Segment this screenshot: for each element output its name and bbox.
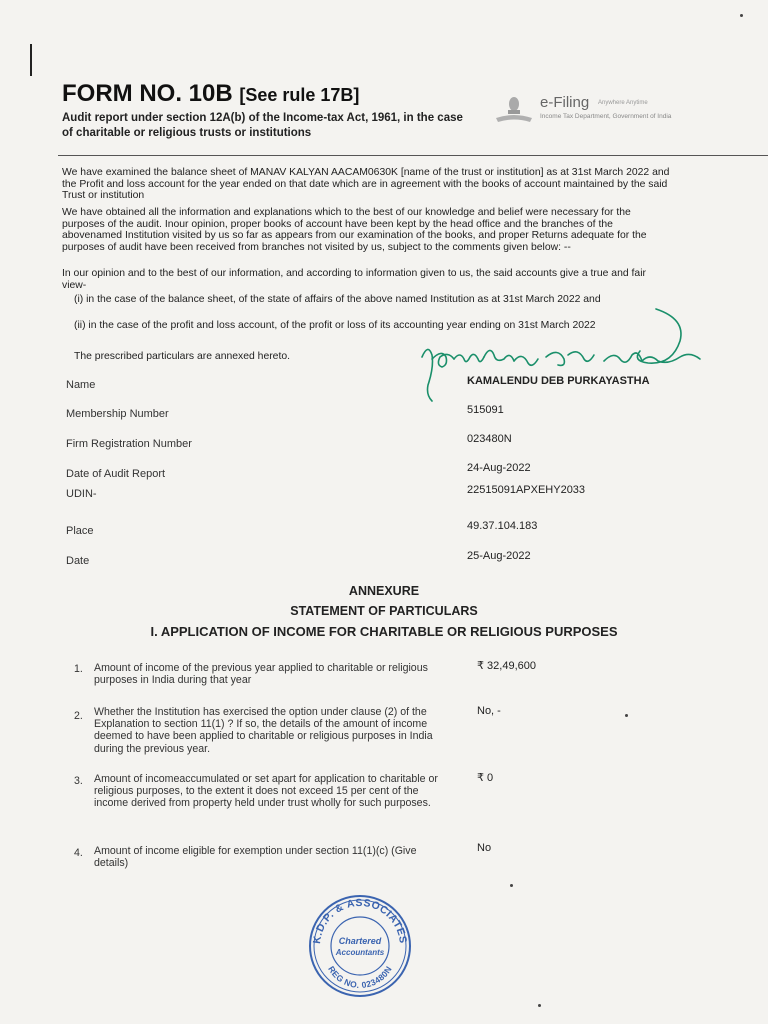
efiling-word: e-Filing — [540, 94, 590, 111]
firm-registration-label: Firm Registration Number — [66, 438, 192, 450]
report-annexed: The prescribed particulars are annexed hereto. — [74, 351, 291, 362]
audit-date-label: Date of Audit Report — [66, 468, 166, 480]
efiling-tagline: Anywhere Anytime — [598, 100, 648, 106]
form-subtitle: Audit report under section 12A(b) of the Income-tax Act, 1961, in the case of charitable or religious trusts or institutions — [62, 112, 463, 139]
statement-title: STATEMENT OF PARTICULARS — [290, 604, 478, 618]
udin-label: UDIN- — [66, 488, 97, 500]
item-text: Amount of income of the previous year applied to charitable or religious purposes in India during that year — [94, 662, 428, 687]
place-label: Place — [66, 525, 94, 537]
date-value: 25-Aug-2022 — [467, 550, 531, 562]
scan-speck — [510, 884, 513, 887]
efiling-department: Income Tax Department, Government of India — [540, 113, 672, 120]
membership-label: Membership Number — [66, 408, 169, 420]
auditor-signature — [418, 305, 708, 405]
item-value: ₹ 32,49,600 — [477, 660, 536, 672]
item-value: No — [477, 842, 492, 854]
name-value: KAMALENDU DEB PURKAYASTHA — [467, 375, 650, 387]
ca-firm-stamp — [306, 892, 414, 1000]
header-divider — [58, 155, 768, 156]
firm-registration-value: 023480N — [467, 433, 512, 445]
section-title: I. APPLICATION OF INCOME FOR CHARITABLE OR RELIGIOUS PURPOSES — [150, 624, 618, 639]
item-value: ₹ 0 — [477, 772, 494, 784]
name-label: Name — [66, 379, 96, 391]
date-label: Date — [66, 555, 90, 567]
state-emblem-icon — [494, 92, 534, 126]
form-title — [62, 80, 359, 108]
report-para-2: We have obtained all the information and explanations which to the best of our knowledge and belief were necessary for the purposes of the audit. Inour opinion, proper books of account have been kept by the head office and the branches of the abovenamed Institution visited by us so far as appears from our examination of the books, and proper Returns adequate for the purposes of audit have been received from branches not visited by us, subject to the comments given below: -- — [62, 207, 647, 253]
membership-value: 515091 — [467, 404, 504, 416]
item-text: Amount of income eligible for exemption under section 11(1)(c) (Give details) — [94, 845, 417, 870]
stamp-line-2: Accountants — [335, 948, 385, 957]
scan-speck — [740, 14, 743, 17]
item-value: No, - — [477, 705, 501, 717]
udin-value: 22515091APXEHY2033 — [467, 484, 586, 496]
item-number: 1. — [74, 663, 83, 675]
form-rule: [See rule 17B] — [239, 85, 360, 105]
place-value: 49.37.104.183 — [467, 520, 538, 532]
item-number: 3. — [74, 775, 83, 787]
stamp-line-1: Chartered — [338, 936, 382, 946]
item-text: Amount of incomeaccumulated or set apart for application to charitable or religious purposes, to the extent it does not exceed 15 per cent of the income derived from property held under trust wholly for such purposes. — [94, 773, 438, 810]
audit-date-value: 24-Aug-2022 — [467, 462, 531, 474]
svg-text:REG NO. 023480N — [326, 964, 394, 990]
stamp-firm-name: K.D.P. & ASSOCIATES — [310, 896, 410, 945]
annexure-title: ANNEXURE — [348, 584, 420, 598]
scan-speck — [625, 714, 628, 717]
efiling-logo — [494, 92, 674, 132]
item-text: Whether the Institution has exercised the option under clause (2) of the Explanation to section 11(1) ? If so, the details of the amount of income deemed to have been applied to charitable or religious purposes in India during the previous year. — [94, 706, 433, 755]
report-item-i: (i) in the case of the balance sheet, of the state of affairs of the above named Institution as at 31st March 2022 and — [74, 294, 601, 305]
item-number: 2. — [74, 710, 83, 722]
scan-speck — [538, 1004, 541, 1007]
report-para-1: We have examined the balance sheet of MANAV KALYAN AACAM0630K [name of the trust or institution] as at 31st March 2022 and the Profit and loss account for the year ended on that date which are in agreement with the books of account maintained by the said Trust or institution — [62, 167, 670, 202]
binder-mark — [30, 44, 32, 76]
form-number: FORM NO. 10B — [62, 80, 233, 107]
item-number: 4. — [74, 847, 83, 859]
report-para-3: In our opinion and to the best of our information, and according to information given to us, the said accounts give a true and fair view- — [62, 268, 646, 291]
stamp-reg-number: REG NO. 023480N — [326, 964, 394, 991]
report-item-ii: (ii) in the case of the profit and loss account, of the profit or loss of its accounting year ending on 31st March 2022 — [74, 320, 596, 331]
